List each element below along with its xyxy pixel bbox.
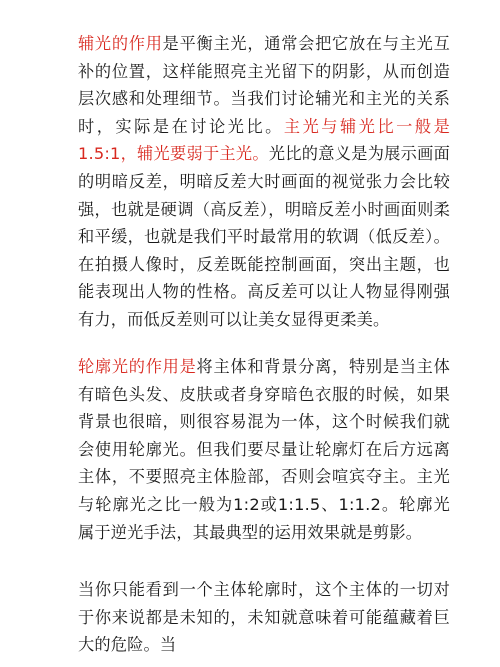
paragraph-silhouette — [78, 576, 450, 659]
light-ratio-highlight: 主光与辅光比一般是1.5:1，辅光要弱于主光。 — [78, 116, 450, 164]
paragraph-rim-light — [78, 353, 450, 546]
light-ratio-text: 光比的意义是为展示画面的明暗反差，明暗反差大时画面的视觉张力会比较强，也就是硬调（高反差），明暗反差小时画面则柔和平缓，也就是我们平时最常用的软调（低反差）。在拍摄人像时，反差既能控制画面，突出主题，也能表现出人物的性格。高反差可以让人物显得刚强有力，而低反差则可以让美女显得更柔美。 — [78, 144, 450, 329]
paragraph-fill-light — [78, 30, 450, 334]
rim-light-text: 将主体和背景分离，特别是当主体有暗色头发、皮肤或者身穿暗色衣服的时候，如果背景也很暗，则很容易混为一体，这个时候我们就会使用轮廓光。但我们要尽量让轮廓灯在后方远离主体，不要照亮主体脸部，否则会喧宾夺主。主光与轮廓光之比一般为1:2或1:1.5、1:1.2。轮廓光属于逆光手法，其最典型的运用效果就是剪影。 — [78, 357, 451, 542]
silhouette-text: 当你只能看到一个主体轮廓时，这个主体的一切对于你来说都是未知的，未知就意味着可能蕴藏着巨大的危险。当 — [78, 580, 450, 655]
fill-light-text: 是平衡主光，通常会把它放在与主光互补的位置，这样能照亮主光留下的阴影，从而创造层次感和处理细节。当我们讨论辅光和主光的关系时，实际是在讨论光比。 — [78, 34, 450, 136]
fill-light-lead: 辅光的作用 — [78, 34, 163, 53]
rim-light-lead: 轮廓光的作用是 — [78, 357, 197, 376]
